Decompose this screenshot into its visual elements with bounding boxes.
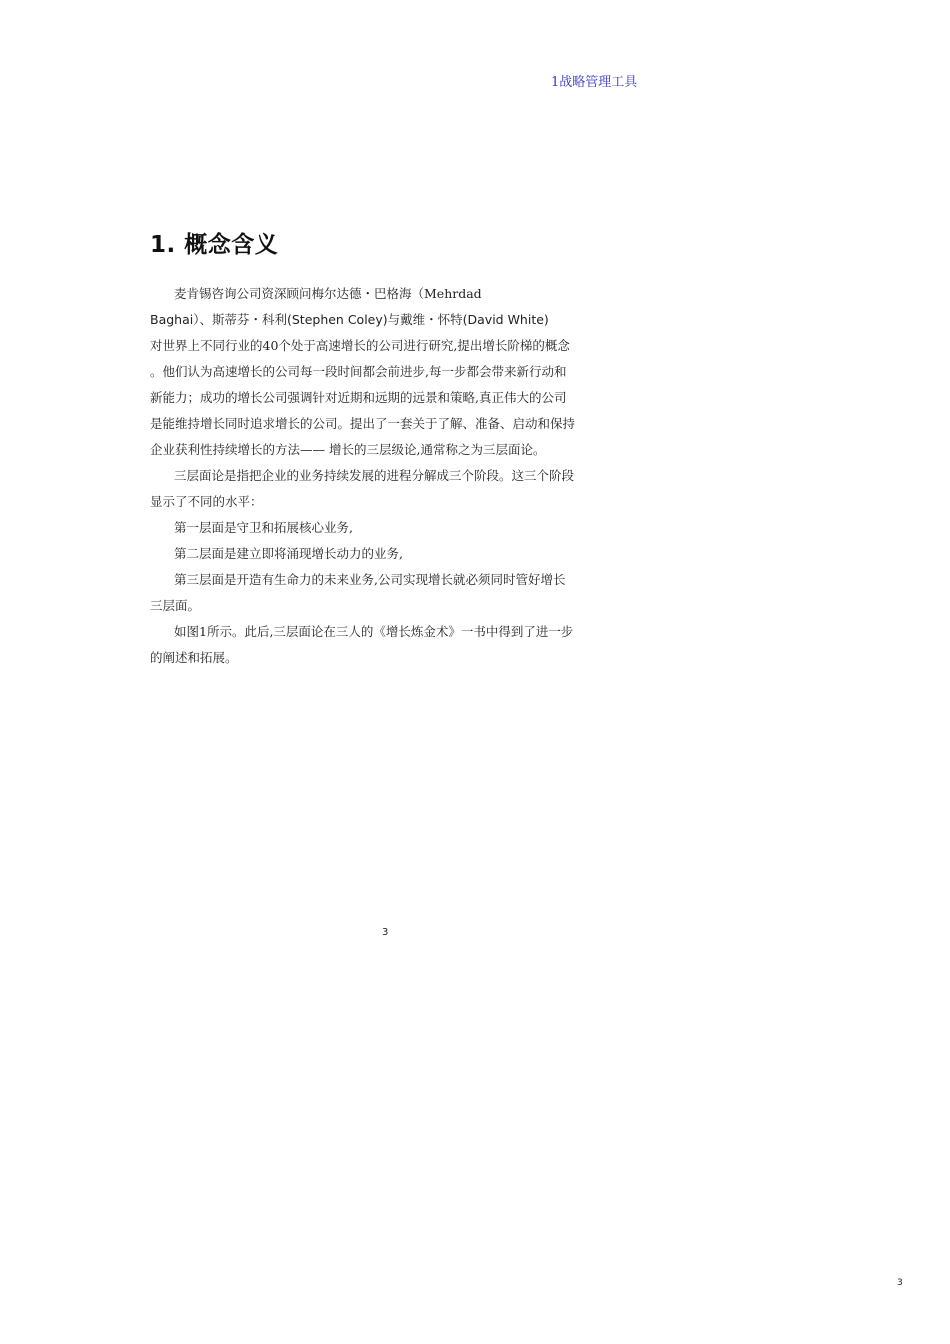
paragraph-1-line-4: 。他们认为高速增长的公司每一段时间都会前进步,每一步都会带来新行动和 — [150, 364, 567, 379]
paragraph-1-line-1: 麦肯锡咨询公司资深顾问梅尔达德・巴格海（Mehrdad — [174, 286, 482, 301]
header-link[interactable]: 1战略管理工具 — [551, 75, 638, 90]
heading-number: 1. — [150, 232, 176, 258]
paragraph-6-line-2: 的阐述和拓展。 — [150, 650, 238, 665]
page-number: 3 — [382, 927, 389, 938]
paragraph-3-line-1: 第一层面是守卫和拓展核心业务, — [174, 520, 353, 535]
heading-title: 概念含义 — [184, 232, 279, 258]
paragraph-1-line-5: 新能力；成功的增长公司强调针对近期和远期的远景和策略,真正伟大的公司 — [150, 390, 567, 405]
paragraph-1-line-3: 对世界上不同行业的40个处于高速增长的公司进行研究,提出增长阶梯的概念 — [150, 338, 570, 353]
paragraph-5-line-2: 三层面。 — [150, 598, 201, 613]
paragraph-5-line-1: 第三层面是开造有生命力的未来业务,公司实现增长就必须同时管好增长 — [174, 572, 566, 587]
paragraph-2-line-2: 显示了不同的水平： — [150, 494, 263, 509]
paragraph-1-line-7: 企业获利性持续增长的方法—— 增长的三层级论,通常称之为三层面论。 — [150, 442, 546, 457]
section-heading — [150, 226, 278, 259]
body-text — [150, 281, 620, 671]
corner-page-number: 3 — [897, 1278, 903, 1288]
paragraph-2-line-1: 三层面论是指把企业的业务持续发展的进程分解成三个阶段。这三个阶段 — [174, 468, 575, 483]
paragraph-4-line-1: 第二层面是建立即将涌现增长动力的业务, — [174, 546, 403, 561]
paragraph-6-line-1: 如图1所示。此后,三层面论在三人的《增长炼金术》一书中得到了进一步 — [174, 624, 574, 639]
paragraph-1-line-2: Baghai）、斯蒂芬・科利(Stephen Coley)与戴维・怀特(David White) — [150, 312, 549, 327]
paragraph-1-line-6: 是能维持增长同时追求增长的公司。提出了一套关于了解、准备、启动和保持 — [150, 416, 576, 431]
